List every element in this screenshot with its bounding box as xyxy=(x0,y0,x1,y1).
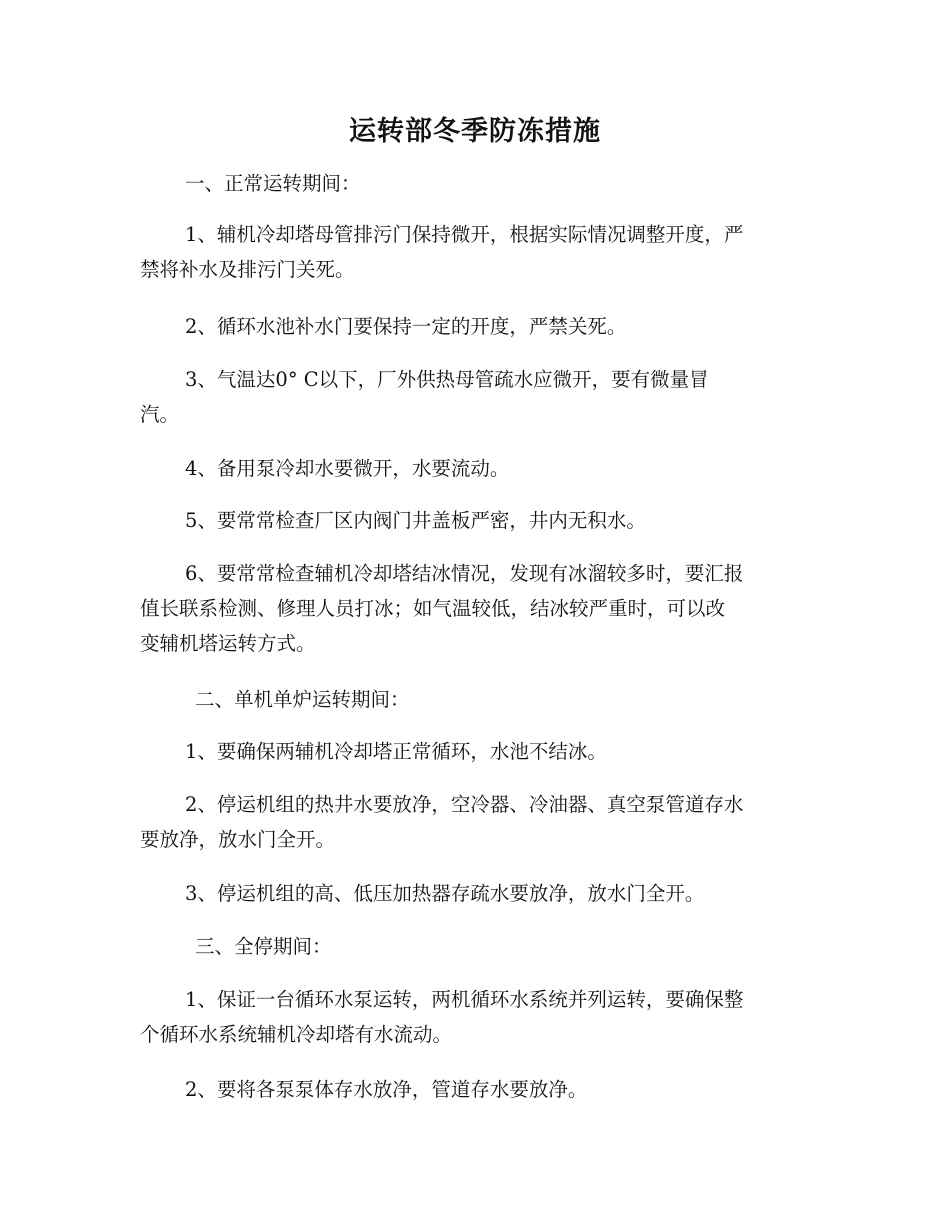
section-heading-3 xyxy=(140,929,810,964)
section-heading-1 xyxy=(140,166,810,201)
text-line: 三、全停期间： xyxy=(195,935,332,958)
paragraph-2-3 xyxy=(140,876,810,911)
text-line: 2、停运机组的热井水要放净，空冷器、冷油器、真空泵管道存水 xyxy=(185,793,744,816)
text-line: 1、辅机冷却塔母管排污门保持微开，根据实际情况调整开度，严 xyxy=(185,223,744,246)
text-line: 变辅机塔运转方式。 xyxy=(140,632,316,655)
paragraph-1-4 xyxy=(140,451,810,486)
text-line: 1、保证一台循环水泵运转，两机循环水系统并列运转，要确保整 xyxy=(185,988,744,1011)
paragraph-3-2 xyxy=(140,1072,810,1107)
document-title: 运转部冬季防冻措施 xyxy=(349,116,601,147)
paragraph-1-5 xyxy=(140,503,810,538)
text-line: 要放净，放水门全开。 xyxy=(140,828,336,851)
text-line: 汽。 xyxy=(140,403,180,426)
text-line: 5、要常常检查厂区内阀门井盖板严密，井内无积水。 xyxy=(185,509,646,532)
text-line: 二、单机单炉运转期间： xyxy=(195,688,410,711)
text-line: 3、停运机组的高、低压加热器存疏水要放净，放水门全开。 xyxy=(185,882,705,905)
text-line: 4、备用泵冷却水要微开，水要流动。 xyxy=(185,457,510,480)
paragraph-1-6 xyxy=(140,556,810,661)
paragraph-2-2 xyxy=(140,787,810,857)
text-line: 一、正常运转期间： xyxy=(185,172,361,195)
paragraph-3-1 xyxy=(140,982,810,1052)
text-line: 6、要常常检查辅机冷却塔结冰情况，发现有冰溜较多时，要汇报 xyxy=(185,562,744,585)
text-line: 值长联系检测、修理人员打冰；如气温较低，结冰较严重时，可以改 xyxy=(140,597,726,620)
text-line: 2、要将各泵泵体存水放净，管道存水要放净。 xyxy=(185,1078,588,1101)
paragraph-1-1 xyxy=(140,217,810,287)
text-line: 禁将补水及排污门关死。 xyxy=(140,258,355,281)
text-line: 个循环水系统辅机冷却塔有水流动。 xyxy=(140,1023,453,1046)
paragraph-1-2 xyxy=(140,309,810,344)
text-line: 2、循环水池补水门要保持一定的开度，严禁关死。 xyxy=(185,315,627,338)
paragraph-2-1 xyxy=(140,734,810,769)
text-line: 3、气温达0° C以下，厂外供热母管疏水应微开，要有微量冒 xyxy=(185,368,709,391)
section-heading-2 xyxy=(140,682,810,717)
text-line: 1、要确保两辅机冷却塔正常循环，水池不结冰。 xyxy=(185,740,607,763)
paragraph-1-3 xyxy=(140,362,810,432)
